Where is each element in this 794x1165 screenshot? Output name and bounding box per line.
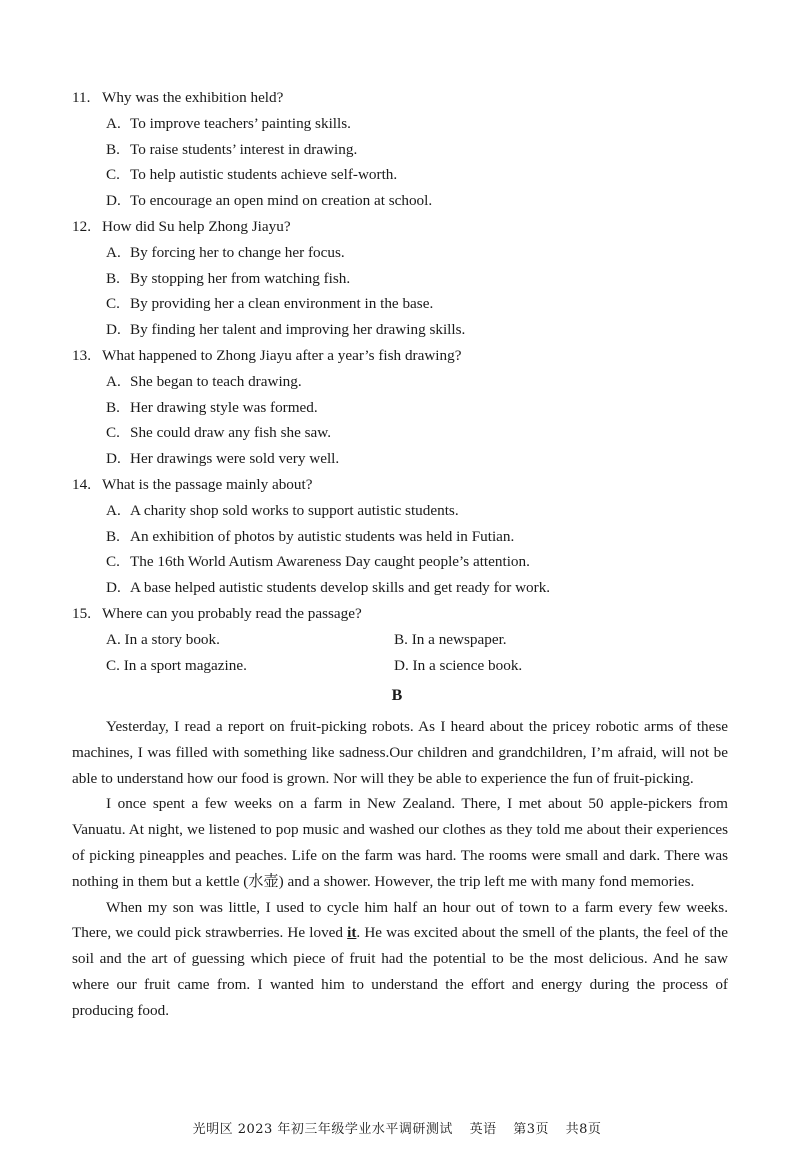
option-d: D. By finding her talent and improving her drawing skills. xyxy=(106,321,466,339)
option-c: C. By providing her a clean environment in the base. xyxy=(106,295,434,313)
option-a: A. To improve teachers’ painting skills. xyxy=(106,114,351,132)
question-stem: How did Su help Zhong Jiayu? xyxy=(102,217,291,235)
paragraph-2: I once spent a few weeks on a farm in New Zealand. There, I met about 50 apple-pickers from Vanuatu. At night, we listened to pop music and washed our clothes as they told me about their experiences of picking pineapples and peaches. Life on the farm was hard. The rooms were small and dark. There was nothing in them but a kettle (水壶) and a shower. However, the trip left me with many fond memories. xyxy=(72,795,728,890)
option-d: D. In a science book. xyxy=(394,656,523,674)
question-number: 12. xyxy=(72,217,91,235)
question-stem: Why was the exhibition held? xyxy=(102,89,284,106)
paragraph-1: Yesterday, I read a report on fruit-picking robots. As I heard about the pricey robotic arms of these machines, I was filled with something like sadness.Our children and grandchildren, I’m afraid, will not be able to understand how our food is grown. Nor will they be able to experience the fun of fruit-picking. xyxy=(72,718,728,787)
question-13 xyxy=(72,343,752,472)
option-c: C. To help autistic students achieve self-worth. xyxy=(106,166,398,184)
option-a: A. In a story book. xyxy=(106,630,220,648)
option-b: B. Her drawing style was formed. xyxy=(106,398,318,416)
question-number: 14. xyxy=(72,475,91,493)
question-number: 15. xyxy=(72,604,91,622)
option-a: A. By forcing her to change her focus. xyxy=(106,243,345,261)
subject: 英语 xyxy=(469,1122,497,1137)
reading-passage xyxy=(72,714,728,1024)
paragraph-3: When my son was little, I used to cycle him half an hour out of town to a farm every few weeks. There, we could pick strawberries. He loved it. He was excited about the smell of the plants, the feel of the soil and the art of guessing which piece of fruit had the potential to be the most delicious. And he saw where our fruit came from. I wanted him to understand the effort and energy during the process of producing food. xyxy=(72,898,728,1019)
option-d: D. A base helped autistic students develop skills and get ready for work. xyxy=(106,579,551,597)
option-a: A. A charity shop sold works to support autistic students. xyxy=(106,501,459,519)
option-b: B. By stopping her from watching fish. xyxy=(106,269,351,287)
page-number: 第3页 xyxy=(513,1122,549,1137)
option-b: B. To raise students’ interest in drawing. xyxy=(106,140,358,158)
question-stem: Where can you probably read the passage? xyxy=(102,604,362,622)
question-11 xyxy=(72,85,752,214)
question-14 xyxy=(72,472,752,601)
exam-name: 光明区 2023 年初三年级学业水平调研测试 xyxy=(192,1122,453,1137)
question-number: 11. xyxy=(72,89,91,106)
option-b: B. An exhibition of photos by autistic students was held in Futian. xyxy=(106,527,515,545)
option-b: B. In a newspaper. xyxy=(394,630,507,648)
question-list xyxy=(72,85,752,678)
option-c: C. In a sport magazine. xyxy=(106,656,247,674)
option-d: D. To encourage an open mind on creation at school. xyxy=(106,192,433,210)
question-stem: What is the passage mainly about? xyxy=(102,475,313,493)
question-stem: What happened to Zhong Jiayu after a year’s fish drawing? xyxy=(102,346,462,364)
underlined-word: it xyxy=(347,924,357,942)
option-c: C. The 16th World Autism Awareness Day caught people’s attention. xyxy=(106,553,530,571)
option-c: C. She could draw any fish she saw. xyxy=(106,424,332,442)
page-footer xyxy=(0,1117,794,1143)
question-number: 13. xyxy=(72,346,91,364)
section-title: B xyxy=(391,687,403,704)
option-d: D. Her drawings were sold very well. xyxy=(106,450,340,468)
question-15 xyxy=(72,601,752,678)
option-a: A. She began to teach drawing. xyxy=(106,372,302,390)
question-12 xyxy=(72,214,752,343)
page-total: 共8页 xyxy=(565,1122,602,1137)
